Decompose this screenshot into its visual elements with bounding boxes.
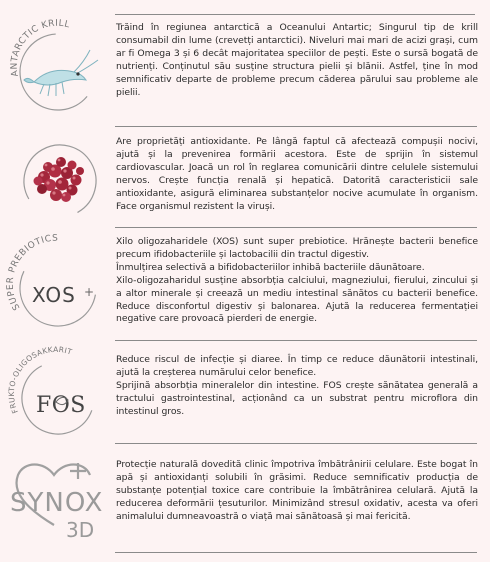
plus-icon: + [84, 285, 95, 299]
krill-icon [4, 16, 108, 120]
xos-icon-word: XOS [32, 283, 76, 307]
divider-top [115, 14, 475, 15]
krill-description [116, 22, 478, 99]
divider-3 [115, 340, 477, 341]
fos-icon [4, 342, 108, 442]
fos-description [116, 354, 478, 419]
xos-paragraph-2: Înmulțirea selectivă a bifidobacteriilor inhibă bacteriile dăunătoare. [116, 261, 425, 273]
krill-paragraph-1: Trăind în regiunea antarctică a Oceanului Antartic; Singurul tip de krill consumabil din lume (crevetți antarctici). Niveluri mai mari de acizi grași, cum ar fi Omega 3 și 6 decât majoritatea speciilor de pești. Este o sursă bogată de nutrienți. Conținutul său susține structura pielii și blănii. Astfel, ține în mod semnificativ departe de probleme precum căderea părului sau probleme ale pielii. [116, 22, 478, 98]
xos-icon-label: SUPER PREBIOTICS [5, 233, 59, 312]
xos-paragraph-1: Xilo oligozaharidele (XOS) sunt super prebiotice. Hrănește bacterii benefice precum ifidobacteriile și lactobacilii din tractul digestiv. [116, 236, 478, 260]
divider-4 [115, 443, 477, 444]
synox-logo-icon [4, 447, 108, 547]
synox-logo-word: SYNOX [10, 488, 104, 518]
fos-paragraph-2: Sprijină absorbția mineralelor din intestine. FOS crește sănătatea generală a tractului gastrointestinal, acționând ca un substrat pentru microflora din intestinul gros. [116, 379, 478, 417]
divider-1 [115, 126, 477, 127]
fos-paragraph-1: Reduce riscul de infecție și diaree. În timp ce reduce dăunătorii intestinali, ajută la creșterea numărului celor benefice. [116, 354, 478, 378]
synox-logo-3d: 3D [66, 518, 95, 542]
svg-text:ANTARCTIC KRILL [10, 19, 71, 78]
pomegranate-description [116, 136, 478, 213]
fos-icon-word: FOS [36, 393, 86, 418]
xos-description [116, 236, 478, 326]
divider-bottom [115, 552, 477, 553]
divider-2 [115, 227, 477, 228]
synox-description [116, 459, 478, 524]
pomegranate-paragraph-1: Are proprietăți antioxidante. Pe lângă faptul că afectează compușii nocivi, ajută și la prevenirea formării acestora. Este de sprijin în sistemul cardiovascular. Joacă un rol în reglarea comunicării dintre celulele sistemului nervos. Crește funcția renală și hepatică. Datorită caracteristicii sale antioxidante, asigură eliminarea substanțelor nocive acumulate în organism. Face organismul rezistent la viruși. [116, 136, 478, 212]
krill-icon-label: ANTARCTIC KRILL [9, 18, 71, 78]
synox-paragraph-1: Protecție naturală dovedită clinic împotriva îmbătrânirii celulare. Este bogat în apă și antioxidanți solubili în grăsimi. Reduce semnificativ producția de substanțe potențial toxice care contribuie la îmbătrânirea celulară. Ajută la reducerea deformării țesuturilor. Minimizând stresul oxidativ, acesta va oferi animalului dumneavoastră o viață mai sănătoasă și mai fericită. [116, 459, 478, 522]
pomegranate-seeds-icon [4, 133, 108, 223]
xos-icon [4, 232, 108, 336]
fos-icon-label: FRUKTO-OLIGOSAKKARIT [6, 344, 74, 415]
xos-paragraph-3: Xilo-oligozaharidul susține absorbția calciului, magneziului, fierului, zincului și a altor minerale și creează un mediu intestinal sănătos cu bacterii benefice. Reduce disconfortul digestiv și balonarea. Ajută la reducerea fermentației negative care provoacă pierderi de energie. [116, 274, 478, 325]
